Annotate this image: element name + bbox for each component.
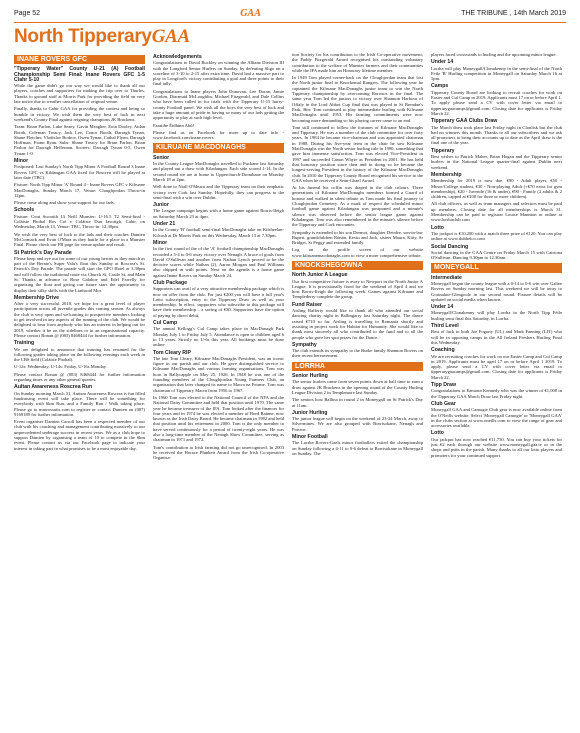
paragraph: The annual Kellogg's Cul Camp takes place in MacDonagh Park Monday July 1 to Friday July 5. Attendance is open to children aged 6 to 13 years. Strictly no U-6s this year. All bookings must be done online. <box>153 326 284 348</box>
subheading: Tipperary <box>431 147 455 154</box>
paper-date: THE TRIBUNE , 14th March 2019 <box>461 9 566 17</box>
paragraph: Please keep and eye out for some of our young heroes as they march as part of the Bernie's Super Valu's float this Sunday at Roscrea's St. Patrick's Day Parade. The parade will start the GPO Hotel at 3.30pm and will follow the traditional route via Church St, Castle St, and Main St. Thanks in advance to Rose Galahoe and Edel Farrelly for organising the float and giving our future stars the opportunity to display their silky skills with the Liathroid Mor. <box>14 255 145 293</box>
paragraph: The League campaign begins with a home game against Borris-Ileigh on Saturday March 23 at 4pm. <box>153 208 284 219</box>
paragraph: We wish the very best of luck to the lads and their coaches Damien McCormack and Evan O'Mara as they battle for a place in a Munster Final. Please check our FB page for venue update and result. <box>14 231 145 248</box>
paragraph: Supporters can avail of a very attractive membership package which is now on offer from the club. For just €200 you will have a full year's Lotto subscription, entry to the Tipperary Draw as well as your membership. In effect, supporters who subscribe to this package will have their membership – a saving of €30. Supporters have the option of paying by direct debit. <box>153 286 284 318</box>
paragraph: The late Tom Cleary, Kilruane MacDonaghs President, was an iconic figure in our parish and our club. He gave distinguished service to Kilruane MacDonaghs and various farming organisations. Tom was born in Ballycapple on May 25, 1926. In 1948 he was one of the founding members of the Cloughjordan Young Farmers Club, an organisation that later changed its name to Macra na Feirme. Tom was chairman of Tipperary Macra from 1956 to 1967. <box>153 355 284 393</box>
paragraph: Our jackpot has now reached €11,750. You can buy your tickets for just €2 each through our website www.moneygall.gaa.ie or in the shops and pubs in the parish. Many thanks to all our lotto players and promoters for your continued support. <box>431 436 562 458</box>
columns <box>14 52 566 730</box>
paragraph: We are delighted to announce that training has resumed for the following grades taking place on the following evenings each week in the CBS field (Coláiste Phobal). <box>14 346 145 363</box>
subheading: Senior <box>153 154 170 161</box>
paragraph: The junior league will begin on the weekend of 23-24 March, away to Silvermines. We are also grouped with Borrisokane, Nenagh and Portroe. <box>292 416 423 432</box>
subheading: Minor <box>153 239 168 246</box>
column-4 <box>431 52 562 730</box>
paragraph: Well done to Niall O'Meara and the Tipperary team on their emphatic victory over Cork last Sunday. Hopefully, they can progress to the semi-final with a win over Dublin. <box>153 184 284 200</box>
paragraph: Membership for 2019 is now due. €90 - Adult player, €50 - Minor/College student, €30 - Non-playing Adult (+€70 extra for gym membership), €20 - Juvenile (16 & under), €90 - Family (2 adults & 2 children, capped at €100 for three or more children). <box>431 178 562 200</box>
club-section-heading: KNOCKSHEGOWNA <box>292 261 423 270</box>
paragraph: Moneygall GAA and Camogie Club gear is now available online from the O'Neills website. Select 'Moneygall Camogie' or 'Moneygall GAA' in the clubs section at www.oneills.com to view the range of gear and accessories available. <box>431 407 562 429</box>
subheading: Minor Football <box>292 434 328 440</box>
title-region: North Tipperary <box>14 26 152 47</box>
subheading: St Patrick's Day Parade <box>14 249 72 256</box>
paragraph: Aisling Rafferty would like to thank all who attended our social dancing charity night in Ballingarry last Saturday night. The dance raised €710 so far. Aisling is travelling to Romania shortly and assisting in project work for Habitat for Humanity. She would like to thank most sincerely all who contributed to the fund and to all the people who gave her spot prizes for the Dance. <box>292 308 423 340</box>
paragraph: Finally, thanks to Cahir GAA for providing the contest and being so humble in victory. We wish them the very best of luck in next weekend's County Final against reigning champions JK Brackens. <box>14 106 145 122</box>
subheading: Under 14 <box>431 59 454 66</box>
column-2 <box>153 52 284 730</box>
subheading: Schools <box>14 207 35 214</box>
subheading: Membership Drive <box>14 294 59 301</box>
paragraph: Fixture: North Tipp Minor 'A' Round 4 - Inane Rovers GFC v Kilruane MacDonaghs, Sunday March 17, Venue: Cloughjordan Throw-in 12pm. <box>14 182 145 198</box>
paragraph: The March draw took place last Friday night in Clonlisk but the club had no winners this month. Thanks to all our subscribers and we ask all promoters to bring their accounts up to date as the April draw is the final one of the year. <box>431 124 562 146</box>
paragraph: Social dancing in the GAA Centre on Friday March 15 with Catriona O'Sullivan. Dancing 9.30pm to 12.30am. <box>431 249 562 261</box>
paragraph: We are recruiting coaches for work on our Easter Camp and Cul Camp in 2019. Applicants must be aged 17 on or before April 1 2019. To apply, please send a CV with cover letter via email to tipperarygaacamps@gmail.com. Closing date for applicants is Friday March 22. <box>431 353 562 380</box>
club-section-heading: MONEYGALL <box>431 263 562 272</box>
subheading: Aultan Awareness Roscrea Run <box>14 384 93 391</box>
subheading: Junior <box>153 202 169 209</box>
paragraph: Best wishes to Patrick Maher, Brian Hogan and the Tipperary senior hurlers in the National League quarter-final against Dublin next weekend. <box>431 154 562 170</box>
paragraph: Please come along and show your support for our lads. <box>14 200 115 206</box>
paragraph: Please find us on Facebook for more up to date info - www.facebook.com/inane.rovers <box>153 129 284 141</box>
subheading: Social Dancing <box>431 243 469 250</box>
column-1 <box>14 52 145 730</box>
paragraph: Congratulations to David Buckley on winning the Allianz Division III with the Longford Senior Hurlers on Sunday, by defeating Sligo on a scoreline of 3-10 to 2-15 after extra time. David had a massive part to play in Longford's victory contributing a goal and three points to their final tally. <box>153 60 284 87</box>
paragraph: Best of luck to both Joe Fogarty (UL) and Mark Fanning (LIT) who will be in opposing camps in the All Ireland Freshers Hurling Final this Wednesday. <box>431 329 562 345</box>
paragraph: In the County 'B' football semi-final MacDonaghs take on Kilsheelan-Kilcash at Dr Morris Park on this Wednesday, March 13 at 7.30pm. <box>153 227 284 238</box>
page-header <box>14 6 566 20</box>
paragraph: Log on the profile screen of our website www.kilruanemacdonaghs.com to view a more comprehensive tribute. <box>292 247 423 258</box>
paragraph: All club officers, as well as team managers and selectors must be paid up members. Closing date for all memberships is March 31. Membership can be paid to registrar Louise Mannion or online at www.lorrhaclub.com <box>431 201 562 223</box>
subheading: Training <box>14 340 35 347</box>
paragraph: The jackpot is €10,200 with a match three prize of €120. You can play online at www.dubbelco.com <box>431 230 562 242</box>
paragraph: Sympathy is extended to his son Dermot, daughter Deirdre, son-in-law Rupert, grandchildren Rónán, Kevin and Jack, sisters Maura, Kitty, Sr Bridget, Sr Peggy and extended family. <box>292 229 423 246</box>
column-3 <box>292 52 423 730</box>
paragraph: The Lorrha Rovers-Gaels minor footballers exited the championship on Sunday following a 4-11 to 0-6 defeat to Borrisokane in Moneygall on Sunday. The <box>292 440 423 456</box>
paragraph: Moneygall began the county league with a 0-14 to 0-6 win over Galtee Rovers on Sunday morning last. This weekend we will be away to Gortnahoe-Glengoole in our second round. Fixture details will be updated on social media when known. <box>431 280 562 302</box>
paragraph: In the County League MacDonaghs travelled to Puckane last Saturday and played out a draw with Kiladangan. Each side scored 1-14. In the second round we are at home to Upperchurch-Drombane on Monday March 18 at 2pm. <box>153 161 284 182</box>
section-label: GAA <box>240 7 261 19</box>
subheading: Membership <box>431 171 462 178</box>
subheading: Under 21 <box>153 221 176 228</box>
subheading: Minor <box>14 158 29 165</box>
paragraph: The seniors host Ballina in round 2 in Moneygall on St Patrick's Day at 11am. <box>292 397 423 408</box>
subheading: Intermediate <box>431 274 462 281</box>
paragraph: U-12s: Wednesday, U-14s: Friday, U-16s Monday. <box>14 364 107 370</box>
subheading: Sympathy <box>292 341 317 348</box>
paragraph: Postponed: Last Sunday's North Tipp Minor A Football Round 3 Inane Rovers GFC vs Kildangan GAA fixed for Roscrea will be played at later date (TBC). <box>14 164 145 180</box>
page-number: Page 52 <box>14 9 41 17</box>
paragraph: Congratulations to Eamonn Kennedy who was the winner of €1,000 in the Tipperary GAA March Draw last Friday night. <box>431 388 562 399</box>
paragraph: Please contact Ronan @ (083) 8468444 for further information regarding times or any other general queries. <box>14 371 145 383</box>
club-section-heading: KILRUANE MACDONAGHS <box>153 143 284 152</box>
paragraph: The club extends its sympathy to the Burke family Shannon Rovers on their recent bereavement. <box>292 348 423 359</box>
subheading: Cul Camp <box>153 320 178 327</box>
paragraph: Faraithe Éidhinn Abú! <box>153 122 195 128</box>
paragraph: Congratulations to Inane players John Donovan, Lee Doran, Jamie Gordon, Diarmuid McLoughlin, Michael Fitzgerald, and Dale Collins who have been called in for trials with the Tipperary U-15 hurry-county Football panel. We wish all the boys the very best of luck and take a huge amount of pride in having so many of our lads getting the opportunity to play at such high level. <box>153 88 284 121</box>
paragraph: Moneygall/Clonakenny will play Lorrha in the North Tipp Féile hurling semi final this Saturday, in Lorrha. <box>431 310 562 321</box>
paragraph: In 1960 Tom was elected to the National Council of the NFA and the National Dairy Committee and held that position until 1970. The same year he became treasurer of the IFA. Tom looked after the finances for four years and in 1974 he was elected a member of Bord Bainne, now known as the Irish Dairy Board. He became chairman in 1982 and held that position until his retirement in 2000. Tom is the only member to have served continuously for a period of twenty-eight years. He was also a long-time member of the Nenagh Show Committee, serving as chairman in 1971 and 1972. <box>153 394 284 443</box>
subheading: Senior Hurling <box>292 373 328 380</box>
subheading: Tom Cleary RIP <box>153 349 191 356</box>
paragraph: Tom still continued to follow the fortunes of Kilruane MacDonaghs and Tipperary. He was a member of the club committee for over forty years. In 1984 he became vice-chairman and was appointed chairman in 1988. During his five-year term in the chair he saw Kilruane MacDonaghs win the North senior hurling title in 1990, something that gave him immense satisfaction. Tom was elected Vice-President in 1997 and succeeded Canon Whyte as President in 2001. He has held that honorary position since then and in doing so he became the longest-serving President in the history of the Kilruane MacDonaghs club. In 2010 the Tipperary County Board recognised his service to the GAA when he received a Seán-Ghael Award. <box>292 124 423 183</box>
subheading: Fund Raiser <box>292 301 322 308</box>
subheading: Club Package <box>153 279 188 286</box>
page-title <box>14 26 566 48</box>
subheading: Camps <box>431 83 449 90</box>
subheading: Third Level <box>431 323 459 330</box>
title-gaa: GAA <box>151 26 190 47</box>
club-section-heading: LORRHA <box>292 362 423 371</box>
paragraph: Team: Brian Parlon, Luke Seaey, Gavin Meagher, Eoin Dooley, Aidan Booth, Coleman Treacy, Jack Lee, Conor Booth, Darragh Tynan, Shane Fletcher, Vladislav Bodrov, Owen Tynan, Cathal Flynn, Darragh Hoffman, Fionn Ryan. Subs: Shane Treacy for Brian Parlon, Brian Parlon for Darragh Heffernan. Scorers: Darragh Tynan 0-5, Owen Tynan 1-0. <box>14 124 145 156</box>
subheading: Club Gear <box>431 400 456 407</box>
paragraph: Tom's contribution to Irish farming did not go unrecognised. In 2003 he received the Horace Plunkett Award from the Irish Co-operative Organisa- <box>153 444 284 461</box>
header-rule <box>14 22 566 23</box>
paragraph: The senior hurlers came from seven points down at half time to earn a draw against JK Brackens in the opening round of the County Hurling League Division 2 in Templemore last Sunday. <box>292 379 423 395</box>
paragraph: Event organiser Damien Carroll has been a respected member of our club with his coaching and management contributing massively to our unprecedented underage success in recent years. We as a club hope to support Damien by organising a team of 10 to compete in the 6km event. Please contact us via our Facebook page to indicate your interest in taking part in what promises to be a most enjoyable day. <box>14 419 145 451</box>
subheading: Acknowledgements <box>153 54 202 60</box>
paragraph: Our first competitive fixture is away to Newport in the North Junior A League. It is provisionally fixed for the weekend of April 4 and we host Borris-Ileigh the following week. Games against Kilruane and Templederry complete the group. <box>292 278 423 300</box>
paragraph: On Sunday morning March 31, Autism Awareness Roscrea is fun filled fundraising event will take place. There will be something for everybody with 6km Run, and a Family Run / Walk taking place. Please go to mrnrossuits.com to register or contact Damien on (087) 9169189 for further information. <box>14 390 145 417</box>
paragraph: tion Society for his contribution to the Irish Co-operative movement; the Paddy Fitzgerald Award recognised his outstanding voluntary contribution to the welfare of Munster farmers and their communities while the IFA made him an Honorary lifetime member. <box>292 52 423 73</box>
paragraph: players faced crosswinds to hurling and the upcoming minor league. <box>431 52 557 57</box>
paragraph: Lorrha will play Moneygall/Clonakenny in the semi-final of the North Feile 'B' Hurling competition in Moneygall on Saturday March 16 at 5pm. <box>431 65 562 82</box>
subheading: Tipperary GAA Clubs Draw <box>431 118 498 125</box>
subheading: North Junior A League <box>292 272 348 279</box>
paragraph: At his funeral his coffin was draped in the club colours. Three generations of Kilruane MacDonaghs members formed a Guard of honour and walked in silent tribute as Tom made his final journey to Cloughjordan Cemetery. As a mark of respect the scheduled minor football game against Kiladangan was postponed and a minute's silence was observed before the senior league game against Kiladangan. Tom was also remembered in the minute's silence before the Tipperary and Cork encounter. <box>292 185 423 228</box>
subheading: Tipp Draw <box>431 382 456 389</box>
subheading: Lotto <box>431 430 444 437</box>
subheading: Junior Hurling <box>292 409 328 416</box>
paragraph: In 1949 Tom played corner-back on the Cloughjordan team that lost the North junior final to Knockemal Rangers. The following year he captained the Kilruane MacDonaghs junior team to win the North Tipperary championship by overcoming Borrisos in the final. The same year Tom led the juniors to victory over Shannon Harbour of Offaly in the Lord Abbot Cup final that was played in St Brendan's Park, Birr. Tom continued to play intermediate hurling with Kilruane MacDonaghs until 1953. His farming commitments were now becoming more demanding so his playing career came to an end. <box>292 75 423 123</box>
club-section-heading: INANE ROVERS GFC <box>14 55 145 64</box>
paragraph: Tipperary County Board are looking to recruit coaches for work on Easter and Cul Camp in 2019. Applicants must 17 on or before April 1. To apply please send a CV with cover letter via email to tipperarygaacamps@gmail.com. Closing date for applicants is Friday March 22. <box>431 89 562 116</box>
subheading: "Tipperary Water" County U-21 (A) Football Championship Semi Final: Inane Rovers GFC 1-5 Clahr 5-10 <box>14 66 145 83</box>
paragraph: After a very successful 2018, we hope for a great level of player participation across all juvenile grades this coming season. As always the club is very open and welcoming to prospective members looking to get involved in any aspects of the running of the club. We would be delighted to hear from anybody who has an interest in helping out for 2019, whether it be on the sidelines or in an organisational capacity. Please contact Ronan @ (083) 8468444 for further information. <box>14 301 145 338</box>
paragraph: Fixture: Cont Scoraith Uí Neill Munster: U-16.5 T2 Semi-final - Coláiste Phobal Ros Cré v Coláiste Dun Iascaigh, Cahir, on Wednesday, March 13, Venue: TBC, Throw-in: 12.30pm. <box>14 213 145 230</box>
subheading: Coaching <box>431 347 455 354</box>
paragraph: While the game didn't go our way we would like to thank all our players, coaches and supporters for making the trip over to Thurles. Thanks to ground staff at Morris Park for providing the field on very late notice due to weather cancellation of original venue. <box>14 83 145 105</box>
subheading: Under 14 <box>431 304 454 311</box>
subheading: Lotto <box>431 224 444 231</box>
paragraph: In the first round of the of the 'A' football championship MacDonaghs recorded a 5-4 to 0-6 away victory over Nenagh. A brace of goals from David O'Sullivan and another from Nathan Lynch proved to be the decisive scores while Nathan (2), Aaron Morgan and Paul Williams also chipped in with points. Next on the agenda is a home game against Inane Rovers on Sunday March 24. <box>153 246 284 278</box>
